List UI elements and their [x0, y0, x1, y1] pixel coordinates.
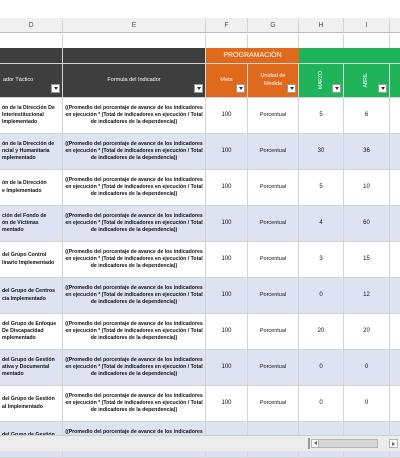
- month-2-cell-text: 36: [363, 148, 370, 155]
- month-1-cell[interactable]: [299, 278, 344, 314]
- month-1-cell[interactable]: [299, 242, 344, 278]
- formula-cell-text: ((Promedio del porcentaje de avance de los indicadores en ejecución * (Total de indicadores en ejecución / Total de indicadores de la dependencia)): [65, 320, 203, 341]
- header-month-1-label: MARZO: [317, 71, 324, 90]
- meta-cell-text: 100: [221, 328, 232, 335]
- indicator-name-cell[interactable]: [0, 206, 63, 242]
- header-indicador-label: ador Táctico: [3, 76, 34, 83]
- formula-cell[interactable]: [63, 350, 206, 386]
- unidad-cell[interactable]: [248, 134, 299, 170]
- meta-cell-text: 100: [221, 400, 232, 407]
- meta-cell-text: 100: [221, 220, 232, 227]
- header-indicador[interactable]: [0, 64, 63, 98]
- meta-cell[interactable]: [206, 206, 248, 242]
- table-header-row: [0, 64, 400, 98]
- unidad-cell-text: Porcentual: [259, 291, 287, 298]
- header-next[interactable]: [390, 64, 400, 98]
- month-1-cell[interactable]: [299, 134, 344, 170]
- next-month-cell[interactable]: [390, 386, 400, 422]
- column-letter-g[interactable]: G: [248, 18, 299, 33]
- month-2-cell[interactable]: [344, 350, 390, 386]
- indicator-name-cell-text: ón de la Dirección e Implementado: [2, 180, 47, 194]
- meta-cell[interactable]: [206, 242, 248, 278]
- month-2-cell[interactable]: [344, 314, 390, 350]
- month-2-cell-text: 0: [364, 364, 369, 371]
- indicator-name-cell-text: ón de la Dirección de ncial y Humanitaria mplementado: [2, 140, 55, 161]
- month-1-cell[interactable]: [299, 206, 344, 242]
- formula-cell[interactable]: [63, 386, 206, 422]
- horizontal-scrollbar[interactable]: [0, 435, 400, 451]
- meta-cell[interactable]: [206, 278, 248, 314]
- indicator-name-cell[interactable]: [0, 350, 63, 386]
- month-1-cell-text: 20: [317, 328, 325, 335]
- unidad-cell[interactable]: [248, 350, 299, 386]
- formula-cell[interactable]: [63, 242, 206, 278]
- green-band[interactable]: [299, 48, 400, 64]
- unidad-cell-text: Porcentual: [259, 327, 287, 334]
- month-2-cell[interactable]: [344, 206, 390, 242]
- meta-cell[interactable]: [206, 134, 248, 170]
- month-2-cell[interactable]: [344, 242, 390, 278]
- unidad-cell-text: Porcentual: [259, 363, 287, 370]
- month-1-cell[interactable]: [299, 314, 344, 350]
- filter-dropdown-icon[interactable]: [51, 84, 60, 93]
- column-letter-h[interactable]: H: [299, 18, 344, 33]
- filter-dropdown-icon[interactable]: [236, 84, 245, 93]
- meta-cell-text: 100: [221, 256, 232, 263]
- formula-cell-text: ((Promedio del porcentaje de avance de los indicadores en ejecución * (Total de indicadores en ejecución / Total de indicadores de la dependencia)): [65, 176, 203, 197]
- formula-cell-text: ((Promedio del porcentaje de avance de los indicadores en ejecución * (Total de indicadores en ejecución / Total de indicadores de la dependencia)): [65, 104, 203, 125]
- filter-dropdown-icon[interactable]: [378, 84, 387, 93]
- indicator-name-cell[interactable]: [0, 278, 63, 314]
- month-2-cell[interactable]: [344, 386, 390, 422]
- table-row: [0, 278, 400, 314]
- formula-cell-text: ((Promedio del porcentaje de avance de los indicadores en ejecución * (Total de indicadores en ejecución / Total de indicadores de la dependencia)): [65, 392, 203, 413]
- programacion-band[interactable]: PROGRAMACIÓN: [206, 48, 299, 64]
- formula-cell[interactable]: [63, 314, 206, 350]
- formula-cell[interactable]: [63, 278, 206, 314]
- column-letter-i[interactable]: I: [344, 18, 390, 33]
- unidad-cell[interactable]: [248, 206, 299, 242]
- month-1-cell-text: 0: [319, 292, 323, 299]
- column-letter-e[interactable]: E: [63, 18, 206, 33]
- unidad-cell[interactable]: [248, 386, 299, 422]
- next-month-cell[interactable]: [390, 206, 400, 242]
- scroll-right-icon[interactable]: [389, 439, 398, 448]
- meta-cell-text: 100: [221, 112, 232, 119]
- indicator-name-cell-text: del Grupo de Gestión al Implementado: [2, 396, 55, 410]
- band-dark-cell[interactable]: [0, 48, 63, 64]
- header-month-2[interactable]: [344, 64, 390, 98]
- next-month-cell[interactable]: [390, 98, 400, 134]
- month-2-cell[interactable]: [344, 134, 390, 170]
- indicator-name-cell-text: del Grupo de Gestión ativa y Documental mentado: [2, 356, 55, 377]
- indicator-name-cell[interactable]: [0, 134, 63, 170]
- month-2-cell[interactable]: [344, 98, 390, 134]
- table-row: [0, 350, 400, 386]
- meta-cell-text: 100: [221, 184, 232, 191]
- column-header-row: [0, 18, 400, 33]
- formula-cell-text: ((Promedio del porcentaje de avance de los indicadores en ejecución * (Total de indicadores en ejecución / Total de indicadores de la dependencia)): [65, 140, 203, 161]
- unidad-cell[interactable]: [248, 314, 299, 350]
- unidad-cell-text: Porcentual: [259, 147, 287, 154]
- split-handle[interactable]: [308, 438, 310, 449]
- next-month-cell[interactable]: [390, 242, 400, 278]
- formula-cell[interactable]: [63, 98, 206, 134]
- indicator-name-cell[interactable]: [0, 170, 63, 206]
- unidad-cell[interactable]: [248, 242, 299, 278]
- unidad-cell[interactable]: [248, 98, 299, 134]
- header-unidad[interactable]: [248, 64, 299, 98]
- table-row: [0, 134, 400, 170]
- column-letter-f[interactable]: F: [206, 18, 248, 33]
- formula-cell[interactable]: [63, 134, 206, 170]
- unidad-cell[interactable]: [248, 170, 299, 206]
- next-month-cell[interactable]: [390, 314, 400, 350]
- month-1-cell-text: 5: [319, 184, 323, 191]
- month-1-cell-text: 5: [319, 112, 323, 119]
- month-2-cell-text: 0: [364, 400, 369, 407]
- next-month-cell[interactable]: [390, 278, 400, 314]
- month-1-cell[interactable]: [299, 98, 344, 134]
- next-month-cell[interactable]: [390, 170, 400, 206]
- table-row: [0, 314, 400, 350]
- unidad-cell[interactable]: [248, 278, 299, 314]
- month-2-cell[interactable]: [344, 170, 390, 206]
- filter-dropdown-icon[interactable]: [332, 84, 341, 93]
- meta-cell[interactable]: [206, 170, 248, 206]
- month-1-cell[interactable]: [299, 170, 344, 206]
- indicator-name-cell-text: ón de la Dirección De Interinstitucional Implementado: [2, 104, 55, 125]
- table-row: [0, 206, 400, 242]
- month-1-cell[interactable]: [299, 386, 344, 422]
- meta-cell[interactable]: [206, 386, 248, 422]
- month-2-cell-text: 60: [363, 220, 370, 227]
- next-month-cell[interactable]: [390, 134, 400, 170]
- filter-dropdown-icon[interactable]: [194, 84, 203, 93]
- header-meta-label: Meta: [220, 76, 233, 83]
- unidad-cell-text: Porcentual: [259, 255, 287, 262]
- indicator-name-cell[interactable]: [0, 314, 63, 350]
- column-letter-j[interactable]: [390, 18, 400, 33]
- table-row: [0, 242, 400, 278]
- table-row: [0, 386, 400, 422]
- unidad-cell-text: Porcentual: [259, 219, 287, 226]
- month-1-cell-text: 0: [319, 400, 323, 407]
- formula-cell-text: ((Promedio del porcentaje de avance de los indicadores en ejecución * (Total de indicadores en ejecución / Total de indicadores de la dependencia)): [65, 212, 203, 233]
- scrollbar-thumb[interactable]: [318, 439, 378, 448]
- column-letter-d[interactable]: D: [0, 18, 63, 33]
- unidad-cell-text: Porcentual: [259, 183, 287, 190]
- indicator-name-cell[interactable]: [0, 98, 63, 134]
- month-2-cell-text: 6: [364, 112, 369, 119]
- meta-cell[interactable]: [206, 314, 248, 350]
- indicator-name-cell-text: del Grupo de Enfoque De Discapacidad mplementado: [2, 320, 57, 341]
- meta-cell-text: 100: [221, 292, 232, 299]
- indicator-name-cell-text: ción del Fondo de ón de Víctimas mentado: [2, 212, 47, 233]
- header-unidad-label: Unidad de Medida: [260, 73, 286, 87]
- header-month-2-label: ABRIL: [363, 73, 370, 88]
- indicator-name-cell-text: del Grupo Control linario Implementado: [2, 252, 55, 266]
- meta-cell[interactable]: [206, 98, 248, 134]
- month-2-cell-text: 20: [363, 328, 370, 335]
- month-2-cell-text: 15: [363, 256, 370, 263]
- header-formula[interactable]: [63, 64, 206, 98]
- meta-cell-text: 100: [221, 364, 232, 371]
- formula-cell-text: ((Promedio del porcentaje de avance de los indicadores: [65, 428, 203, 435]
- formula-cell[interactable]: [63, 170, 206, 206]
- band-dark-cell[interactable]: [63, 48, 206, 64]
- indicator-name-cell-text: del Grupo de Centros cia Implementado: [2, 288, 56, 302]
- unidad-cell-text: Porcentual: [259, 111, 287, 118]
- header-meta[interactable]: [206, 64, 248, 98]
- month-1-cell-text: 3: [319, 256, 323, 263]
- table-row: [0, 170, 400, 206]
- formula-cell-text: ((Promedio del porcentaje de avance de los indicadores en ejecución * (Total de indicadores en ejecución / Total de indicadores de la dependencia)): [65, 248, 203, 269]
- table-row: [0, 98, 400, 134]
- indicator-name-cell[interactable]: [0, 242, 63, 278]
- formula-cell[interactable]: [63, 206, 206, 242]
- unidad-cell-text: Porcentual: [259, 399, 287, 406]
- month-1-cell-text: 4: [319, 220, 323, 227]
- meta-cell[interactable]: [206, 350, 248, 386]
- month-2-cell-text: 10: [363, 184, 370, 191]
- month-2-cell-text: 12: [363, 292, 370, 299]
- filter-dropdown-icon[interactable]: [287, 84, 296, 93]
- indicator-name-cell[interactable]: [0, 386, 63, 422]
- section-band-row: [0, 48, 400, 64]
- formula-cell-text: ((Promedio del porcentaje de avance de los indicadores en ejecución * (Total de indicadores en ejecución / Total de indicadores de la dependencia)): [65, 284, 203, 305]
- month-1-cell[interactable]: [299, 350, 344, 386]
- month-1-cell-text: 0: [319, 364, 323, 371]
- header-formula-label: Formula del Indicador: [107, 76, 161, 83]
- month-1-cell-text: 30: [317, 148, 325, 155]
- formula-cell-text: ((Promedio del porcentaje de avance de los indicadores en ejecución * (Total de indicadores en ejecución / Total de indicadores de la dependencia)): [65, 356, 203, 377]
- meta-cell-text: 100: [221, 148, 232, 155]
- month-2-cell[interactable]: [344, 278, 390, 314]
- next-month-cell[interactable]: [390, 350, 400, 386]
- header-month-1[interactable]: [299, 64, 344, 98]
